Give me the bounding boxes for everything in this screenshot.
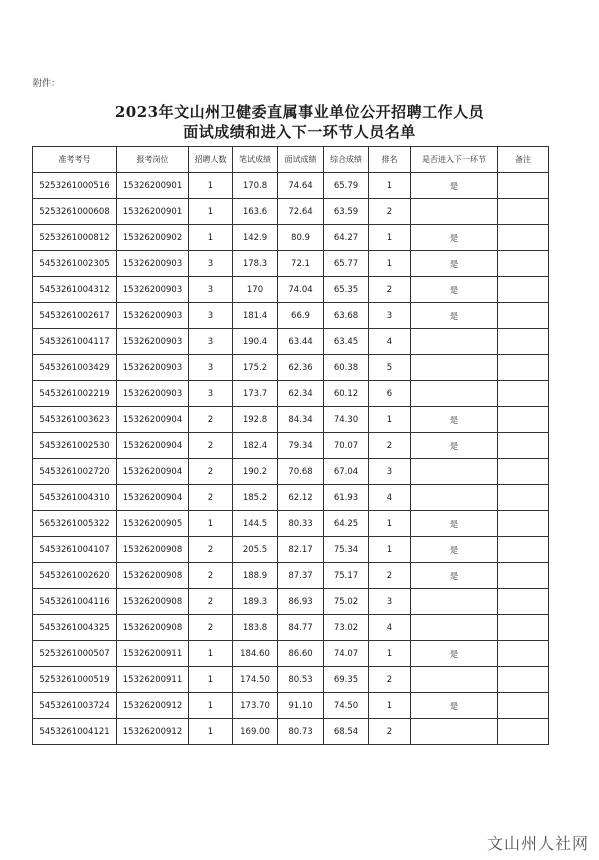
cell-position: 15326200912 xyxy=(117,693,189,719)
cell-written-score: 190.4 xyxy=(233,329,278,355)
cell-exam-number: 5453261004121 xyxy=(33,719,117,745)
results-table xyxy=(32,146,549,745)
table-row xyxy=(33,485,549,511)
cell-total-score: 61.93 xyxy=(324,485,369,511)
cell-exam-number: 5453261002530 xyxy=(33,433,117,459)
cell-remarks xyxy=(498,589,549,615)
cell-total-score: 75.02 xyxy=(324,589,369,615)
cell-remarks xyxy=(498,251,549,277)
table-row xyxy=(33,433,549,459)
cell-rank: 3 xyxy=(369,303,411,329)
cell-recruit-count: 1 xyxy=(189,719,233,745)
cell-position: 15326200904 xyxy=(117,433,189,459)
cell-total-score: 60.38 xyxy=(324,355,369,381)
table-header-row xyxy=(33,147,549,173)
cell-recruit-count: 2 xyxy=(189,537,233,563)
cell-interview-score: 87.37 xyxy=(278,563,324,589)
cell-rank: 1 xyxy=(369,173,411,199)
cell-exam-number: 5453261003724 xyxy=(33,693,117,719)
cell-next-stage xyxy=(411,329,498,355)
cell-next-stage: 是 xyxy=(411,251,498,277)
cell-total-score: 69.35 xyxy=(324,667,369,693)
cell-rank: 2 xyxy=(369,199,411,225)
cell-rank: 1 xyxy=(369,407,411,433)
cell-exam-number: 5453261004117 xyxy=(33,329,117,355)
cell-next-stage: 是 xyxy=(411,563,498,589)
watermark: 文山州人社网 xyxy=(486,834,589,853)
cell-interview-score: 80.73 xyxy=(278,719,324,745)
cell-written-score: 144.5 xyxy=(233,511,278,537)
cell-position: 15326200904 xyxy=(117,459,189,485)
cell-total-score: 63.59 xyxy=(324,199,369,225)
cell-written-score: 192.8 xyxy=(233,407,278,433)
cell-written-score: 170 xyxy=(233,277,278,303)
cell-written-score: 142.9 xyxy=(233,225,278,251)
cell-exam-number: 5453261004310 xyxy=(33,485,117,511)
cell-interview-score: 62.36 xyxy=(278,355,324,381)
cell-interview-score: 80.53 xyxy=(278,667,324,693)
cell-total-score: 68.54 xyxy=(324,719,369,745)
cell-exam-number: 5453261002219 xyxy=(33,381,117,407)
cell-interview-score: 74.64 xyxy=(278,173,324,199)
cell-interview-score: 84.77 xyxy=(278,615,324,641)
cell-total-score: 70.07 xyxy=(324,433,369,459)
cell-recruit-count: 1 xyxy=(189,641,233,667)
header-exam-number: 准考考号 xyxy=(33,147,117,173)
header-rank: 排名 xyxy=(369,147,411,173)
cell-recruit-count: 1 xyxy=(189,511,233,537)
table-row xyxy=(33,563,549,589)
cell-recruit-count: 2 xyxy=(189,407,233,433)
cell-remarks xyxy=(498,459,549,485)
cell-interview-score: 72.1 xyxy=(278,251,324,277)
cell-interview-score: 84.34 xyxy=(278,407,324,433)
cell-rank: 2 xyxy=(369,667,411,693)
cell-next-stage: 是 xyxy=(411,173,498,199)
cell-rank: 2 xyxy=(369,433,411,459)
cell-interview-score: 86.60 xyxy=(278,641,324,667)
cell-next-stage xyxy=(411,381,498,407)
cell-interview-score: 74.04 xyxy=(278,277,324,303)
cell-next-stage xyxy=(411,355,498,381)
cell-written-score: 170.8 xyxy=(233,173,278,199)
cell-remarks xyxy=(498,615,549,641)
cell-exam-number: 5453261004107 xyxy=(33,537,117,563)
cell-position: 15326200908 xyxy=(117,563,189,589)
cell-interview-score: 66.9 xyxy=(278,303,324,329)
document-subtitle: 面试成绩和进入下一环节人员名单 xyxy=(183,123,416,141)
table-row xyxy=(33,459,549,485)
cell-remarks xyxy=(498,225,549,251)
cell-interview-score: 82.17 xyxy=(278,537,324,563)
cell-total-score: 73.02 xyxy=(324,615,369,641)
header-next-stage: 是否进入下一环节 xyxy=(411,147,498,173)
cell-exam-number: 5453261004325 xyxy=(33,615,117,641)
cell-rank: 3 xyxy=(369,589,411,615)
cell-total-score: 64.25 xyxy=(324,511,369,537)
cell-next-stage xyxy=(411,199,498,225)
cell-remarks xyxy=(498,537,549,563)
header-written-score: 笔试成绩 xyxy=(233,147,278,173)
table-row xyxy=(33,329,549,355)
cell-total-score: 74.50 xyxy=(324,693,369,719)
cell-recruit-count: 2 xyxy=(189,563,233,589)
cell-total-score: 67.04 xyxy=(324,459,369,485)
cell-recruit-count: 2 xyxy=(189,589,233,615)
cell-recruit-count: 1 xyxy=(189,693,233,719)
cell-remarks xyxy=(498,407,549,433)
cell-position: 15326200908 xyxy=(117,537,189,563)
cell-interview-score: 80.33 xyxy=(278,511,324,537)
cell-exam-number: 5453261004116 xyxy=(33,589,117,615)
table-row xyxy=(33,719,549,745)
cell-exam-number: 5653261005322 xyxy=(33,511,117,537)
cell-next-stage: 是 xyxy=(411,537,498,563)
cell-next-stage: 是 xyxy=(411,225,498,251)
cell-recruit-count: 3 xyxy=(189,303,233,329)
cell-written-score: 169.00 xyxy=(233,719,278,745)
header-recruit-count: 招聘人数 xyxy=(189,147,233,173)
header-interview-score: 面试成绩 xyxy=(278,147,324,173)
cell-remarks xyxy=(498,173,549,199)
cell-position: 15326200903 xyxy=(117,329,189,355)
cell-total-score: 74.07 xyxy=(324,641,369,667)
cell-recruit-count: 3 xyxy=(189,355,233,381)
header-position: 报考岗位 xyxy=(117,147,189,173)
cell-next-stage: 是 xyxy=(411,433,498,459)
header-remarks: 备注 xyxy=(498,147,549,173)
cell-remarks xyxy=(498,199,549,225)
cell-position: 15326200903 xyxy=(117,251,189,277)
cell-exam-number: 5253261000608 xyxy=(33,199,117,225)
cell-remarks xyxy=(498,563,549,589)
cell-written-score: 175.2 xyxy=(233,355,278,381)
cell-written-score: 205.5 xyxy=(233,537,278,563)
cell-rank: 4 xyxy=(369,485,411,511)
cell-next-stage xyxy=(411,719,498,745)
table-row xyxy=(33,511,549,537)
cell-interview-score: 91.10 xyxy=(278,693,324,719)
cell-position: 15326200903 xyxy=(117,381,189,407)
document-title: 2023年文山州卫健委直属事业单位公开招聘工作人员 xyxy=(114,103,485,121)
cell-written-score: 188.9 xyxy=(233,563,278,589)
table-row xyxy=(33,589,549,615)
cell-interview-score: 62.12 xyxy=(278,485,324,511)
cell-written-score: 183.8 xyxy=(233,615,278,641)
table-row xyxy=(33,693,549,719)
cell-recruit-count: 2 xyxy=(189,459,233,485)
cell-position: 15326200905 xyxy=(117,511,189,537)
cell-next-stage xyxy=(411,615,498,641)
cell-rank: 2 xyxy=(369,563,411,589)
cell-remarks xyxy=(498,641,549,667)
table-row xyxy=(33,381,549,407)
cell-total-score: 65.35 xyxy=(324,277,369,303)
cell-next-stage xyxy=(411,589,498,615)
cell-position: 15326200902 xyxy=(117,225,189,251)
cell-remarks xyxy=(498,355,549,381)
cell-next-stage: 是 xyxy=(411,407,498,433)
cell-next-stage: 是 xyxy=(411,511,498,537)
cell-recruit-count: 2 xyxy=(189,485,233,511)
cell-position: 15326200903 xyxy=(117,303,189,329)
cell-position: 15326200908 xyxy=(117,589,189,615)
cell-remarks xyxy=(498,329,549,355)
cell-next-stage: 是 xyxy=(411,277,498,303)
cell-position: 15326200901 xyxy=(117,199,189,225)
cell-written-score: 184.60 xyxy=(233,641,278,667)
table-row xyxy=(33,173,549,199)
cell-interview-score: 72.64 xyxy=(278,199,324,225)
cell-total-score: 64.27 xyxy=(324,225,369,251)
cell-written-score: 185.2 xyxy=(233,485,278,511)
cell-rank: 3 xyxy=(369,459,411,485)
cell-interview-score: 70.68 xyxy=(278,459,324,485)
cell-recruit-count: 1 xyxy=(189,173,233,199)
cell-exam-number: 5253261000507 xyxy=(33,641,117,667)
table-row xyxy=(33,199,549,225)
cell-exam-number: 5253261000519 xyxy=(33,667,117,693)
cell-recruit-count: 1 xyxy=(189,667,233,693)
cell-written-score: 190.2 xyxy=(233,459,278,485)
cell-position: 15326200911 xyxy=(117,667,189,693)
cell-next-stage xyxy=(411,667,498,693)
cell-written-score: 178.3 xyxy=(233,251,278,277)
cell-interview-score: 63.44 xyxy=(278,329,324,355)
cell-rank: 2 xyxy=(369,719,411,745)
cell-recruit-count: 3 xyxy=(189,251,233,277)
cell-written-score: 163.6 xyxy=(233,199,278,225)
attachment-label: 附件： xyxy=(33,79,61,89)
cell-recruit-count: 2 xyxy=(189,433,233,459)
cell-rank: 1 xyxy=(369,251,411,277)
cell-remarks xyxy=(498,511,549,537)
cell-position: 15326200904 xyxy=(117,485,189,511)
cell-written-score: 181.4 xyxy=(233,303,278,329)
cell-total-score: 63.68 xyxy=(324,303,369,329)
cell-total-score: 63.45 xyxy=(324,329,369,355)
cell-exam-number: 5253261000516 xyxy=(33,173,117,199)
cell-exam-number: 5253261000812 xyxy=(33,225,117,251)
table-row xyxy=(33,641,549,667)
cell-rank: 4 xyxy=(369,329,411,355)
cell-remarks xyxy=(498,485,549,511)
cell-written-score: 174.50 xyxy=(233,667,278,693)
header-total-score: 综合成绩 xyxy=(324,147,369,173)
cell-remarks xyxy=(498,277,549,303)
cell-exam-number: 5453261002305 xyxy=(33,251,117,277)
cell-rank: 1 xyxy=(369,641,411,667)
cell-position: 15326200911 xyxy=(117,641,189,667)
cell-position: 15326200912 xyxy=(117,719,189,745)
cell-position: 15326200904 xyxy=(117,407,189,433)
cell-rank: 5 xyxy=(369,355,411,381)
cell-next-stage: 是 xyxy=(411,641,498,667)
cell-interview-score: 79.34 xyxy=(278,433,324,459)
cell-recruit-count: 3 xyxy=(189,381,233,407)
cell-position: 15326200908 xyxy=(117,615,189,641)
table-row xyxy=(33,537,549,563)
cell-recruit-count: 3 xyxy=(189,277,233,303)
cell-next-stage: 是 xyxy=(411,303,498,329)
table-row xyxy=(33,355,549,381)
cell-remarks xyxy=(498,667,549,693)
cell-next-stage xyxy=(411,459,498,485)
cell-position: 15326200903 xyxy=(117,355,189,381)
cell-remarks xyxy=(498,433,549,459)
cell-total-score: 65.77 xyxy=(324,251,369,277)
cell-remarks xyxy=(498,693,549,719)
cell-rank: 1 xyxy=(369,537,411,563)
cell-total-score: 60.12 xyxy=(324,381,369,407)
cell-written-score: 173.70 xyxy=(233,693,278,719)
cell-recruit-count: 1 xyxy=(189,225,233,251)
cell-rank: 1 xyxy=(369,225,411,251)
cell-position: 15326200901 xyxy=(117,173,189,199)
cell-exam-number: 5453261004312 xyxy=(33,277,117,303)
cell-exam-number: 5453261002620 xyxy=(33,563,117,589)
table-row xyxy=(33,251,549,277)
cell-position: 15326200903 xyxy=(117,277,189,303)
cell-exam-number: 5453261002617 xyxy=(33,303,117,329)
cell-remarks xyxy=(498,381,549,407)
cell-rank: 6 xyxy=(369,381,411,407)
cell-total-score: 75.17 xyxy=(324,563,369,589)
cell-rank: 1 xyxy=(369,511,411,537)
cell-exam-number: 5453261003623 xyxy=(33,407,117,433)
cell-total-score: 75.34 xyxy=(324,537,369,563)
cell-interview-score: 62.34 xyxy=(278,381,324,407)
cell-written-score: 182.4 xyxy=(233,433,278,459)
cell-recruit-count: 1 xyxy=(189,199,233,225)
cell-rank: 1 xyxy=(369,693,411,719)
cell-recruit-count: 3 xyxy=(189,329,233,355)
cell-interview-score: 80.9 xyxy=(278,225,324,251)
cell-remarks xyxy=(498,303,549,329)
cell-rank: 2 xyxy=(369,277,411,303)
cell-written-score: 189.3 xyxy=(233,589,278,615)
cell-rank: 4 xyxy=(369,615,411,641)
table-row xyxy=(33,667,549,693)
cell-written-score: 173.7 xyxy=(233,381,278,407)
table-row xyxy=(33,303,549,329)
cell-next-stage: 是 xyxy=(411,693,498,719)
cell-exam-number: 5453261003429 xyxy=(33,355,117,381)
table-row xyxy=(33,225,549,251)
table-row xyxy=(33,407,549,433)
table-row xyxy=(33,615,549,641)
table-row xyxy=(33,277,549,303)
cell-total-score: 74.30 xyxy=(324,407,369,433)
cell-total-score: 65.79 xyxy=(324,173,369,199)
cell-next-stage xyxy=(411,485,498,511)
cell-interview-score: 86.93 xyxy=(278,589,324,615)
cell-remarks xyxy=(498,719,549,745)
cell-exam-number: 5453261002720 xyxy=(33,459,117,485)
cell-recruit-count: 2 xyxy=(189,615,233,641)
